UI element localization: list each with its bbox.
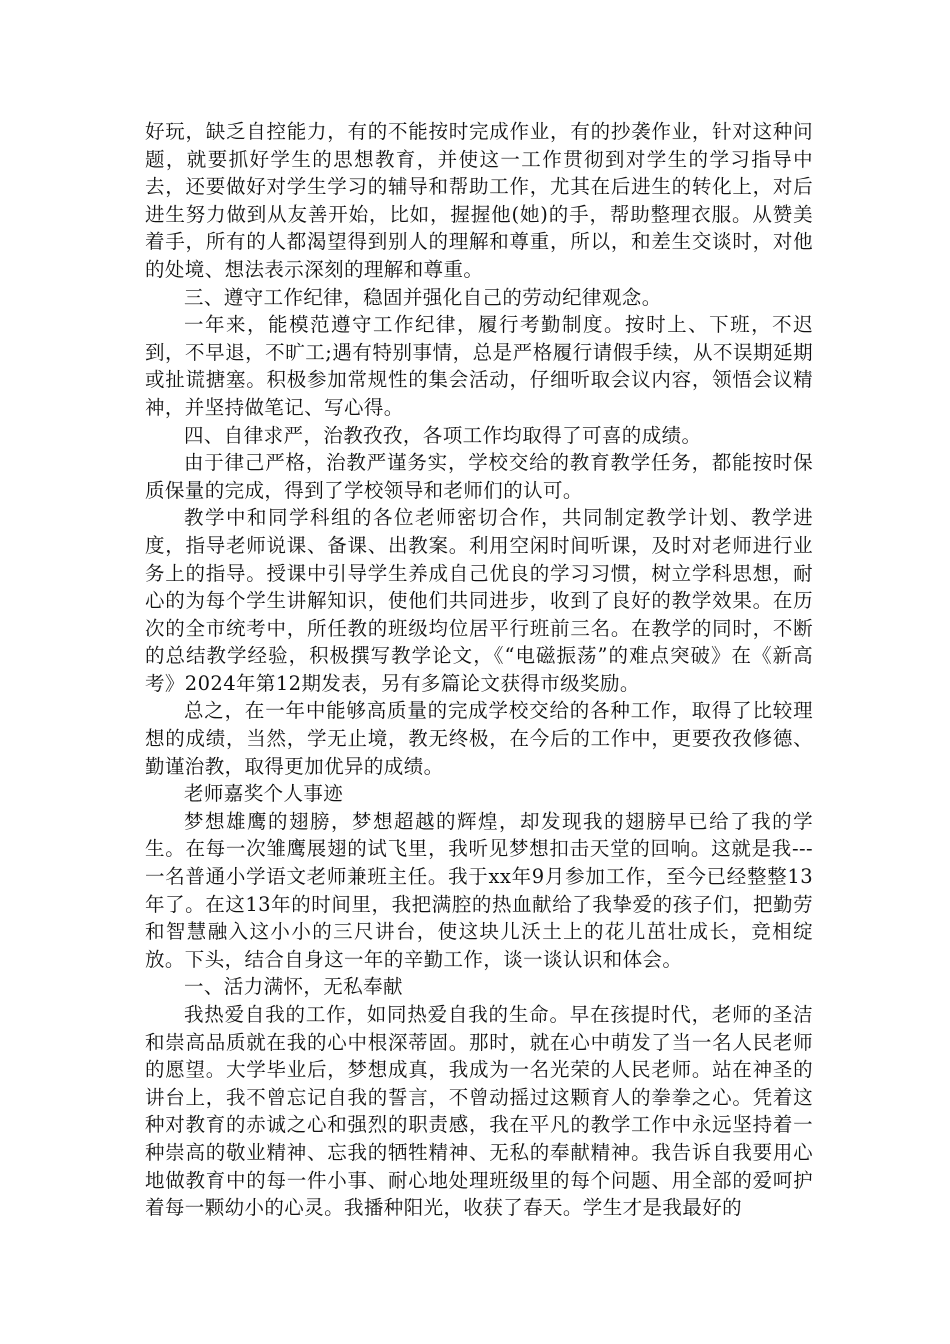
section-heading-3: 三、遵守工作纪律，稳固并强化自己的劳动纪律观念。 <box>184 285 662 309</box>
section-heading-1: 一、活力满怀，无私奉献 <box>184 975 403 999</box>
paragraph-summary: 总之，在一年中能够高质量的完成学校交给的各种工作，取得了比较理想的成绩，当然，学无止境，教无终极，在今后的工作中，更要孜孜修德、勤谨治教，取得更加优异的成绩。 <box>145 699 813 778</box>
paragraph-continuation: 好玩，缺乏自控能力，有的不能按时完成作业，有的抄袭作业，针对这种问题，就要抓好学生的思想教育，并使这一工作贯彻到对学生的学习指导中去，还要做好对学生学习的辅导和帮助工作，尤其在后进生的转化上，对后进生努力做到从友善开始，比如，握握他(她)的手，帮助整理衣服。从赞美着手，所有的人都渴望得到别人的理解和尊重，所以，和差生交谈时，对他的处境、想法表示深刻的理解和尊重。 <box>145 120 813 281</box>
document-page <box>145 118 813 1222</box>
paragraph-intro: 梦想雄鹰的翅膀，梦想超越的辉煌，却发现我的翅膀早已给了我的学生。在每一次雏鹰展翅的试飞里，我听见梦想扣击天堂的回响。这就是我---一名普通小学语文老师兼班主任。我于xx年9月参加工作，至今已经整整13年了。在这13年的时间里，我把满腔的热血献给了我挚爱的孩子们，把勤劳和智慧融入这小小的三尺讲台，使这块儿沃土上的花儿茁壮成长，竞相绽放。下头，结合自身这一年的辛勤工作，谈一谈认识和体会。 <box>145 809 813 971</box>
paragraph-achievement: 由于律己严格，治教严谨务实，学校交给的教育教学任务，都能按时保质保量的完成，得到了学校领导和老师们的认可。 <box>145 451 813 502</box>
article-title: 老师嘉奖个人事迹 <box>184 782 344 806</box>
paragraph-teaching: 教学中和同学科组的各位老师密切合作，共同制定教学计划、教学进度，指导老师说课、备课、出教案。利用空闲时间听课，及时对老师进行业务上的指导。授课中引导学生养成自己优良的学习习惯，树立学科思想，耐心的为每个学生讲解知识，使他们共同进步，收到了良好的教学效果。在历次的全市统考中，所任教的班级均位居平行班前三名。在教学的同时，不断的总结教学经验，积极撰写教学论文，《“电磁振荡”的难点突破》在《新高考》2024年第12期发表，另有多篇论文获得市级奖励。 <box>145 506 813 695</box>
section-heading-4: 四、自律求严，治教孜孜，各项工作均取得了可喜的成绩。 <box>184 423 702 447</box>
paragraph-dedication: 我热爱自我的工作，如同热爱自我的生命。早在孩提时代，老师的圣洁和崇高品质就在我的心中根深蒂固。那时，就在心中萌发了当一名人民老师的愿望。大学毕业后，梦想成真，我成为一名光荣的人民老师。站在神圣的讲台上，我不曾忘记自我的誓言，不曾动摇过这颗育人的拳拳之心。凭着这种对教育的赤诚之心和强烈的职责感，我在平凡的教学工作中永远坚持着一种崇高的敬业精神、忘我的牺牲精神、无私的奉献精神。我告诉自我要用心地做教育中的每一件小事、耐心地处理班级里的每个问题、用全部的爱呵护着每一颗幼小的心灵。我播种阳光，收获了春天。学生才是我最好的 <box>145 1003 813 1220</box>
paragraph-discipline: 一年来，能模范遵守工作纪律，履行考勤制度。按时上、下班，不迟到，不早退，不旷工;遇有特别事情，总是严格履行请假手续，从不误期延期或扯谎搪塞。积极参加常规性的集会活动，仔细听取会议内容，领悟会议精神，并坚持做笔记、写心得。 <box>145 313 813 419</box>
